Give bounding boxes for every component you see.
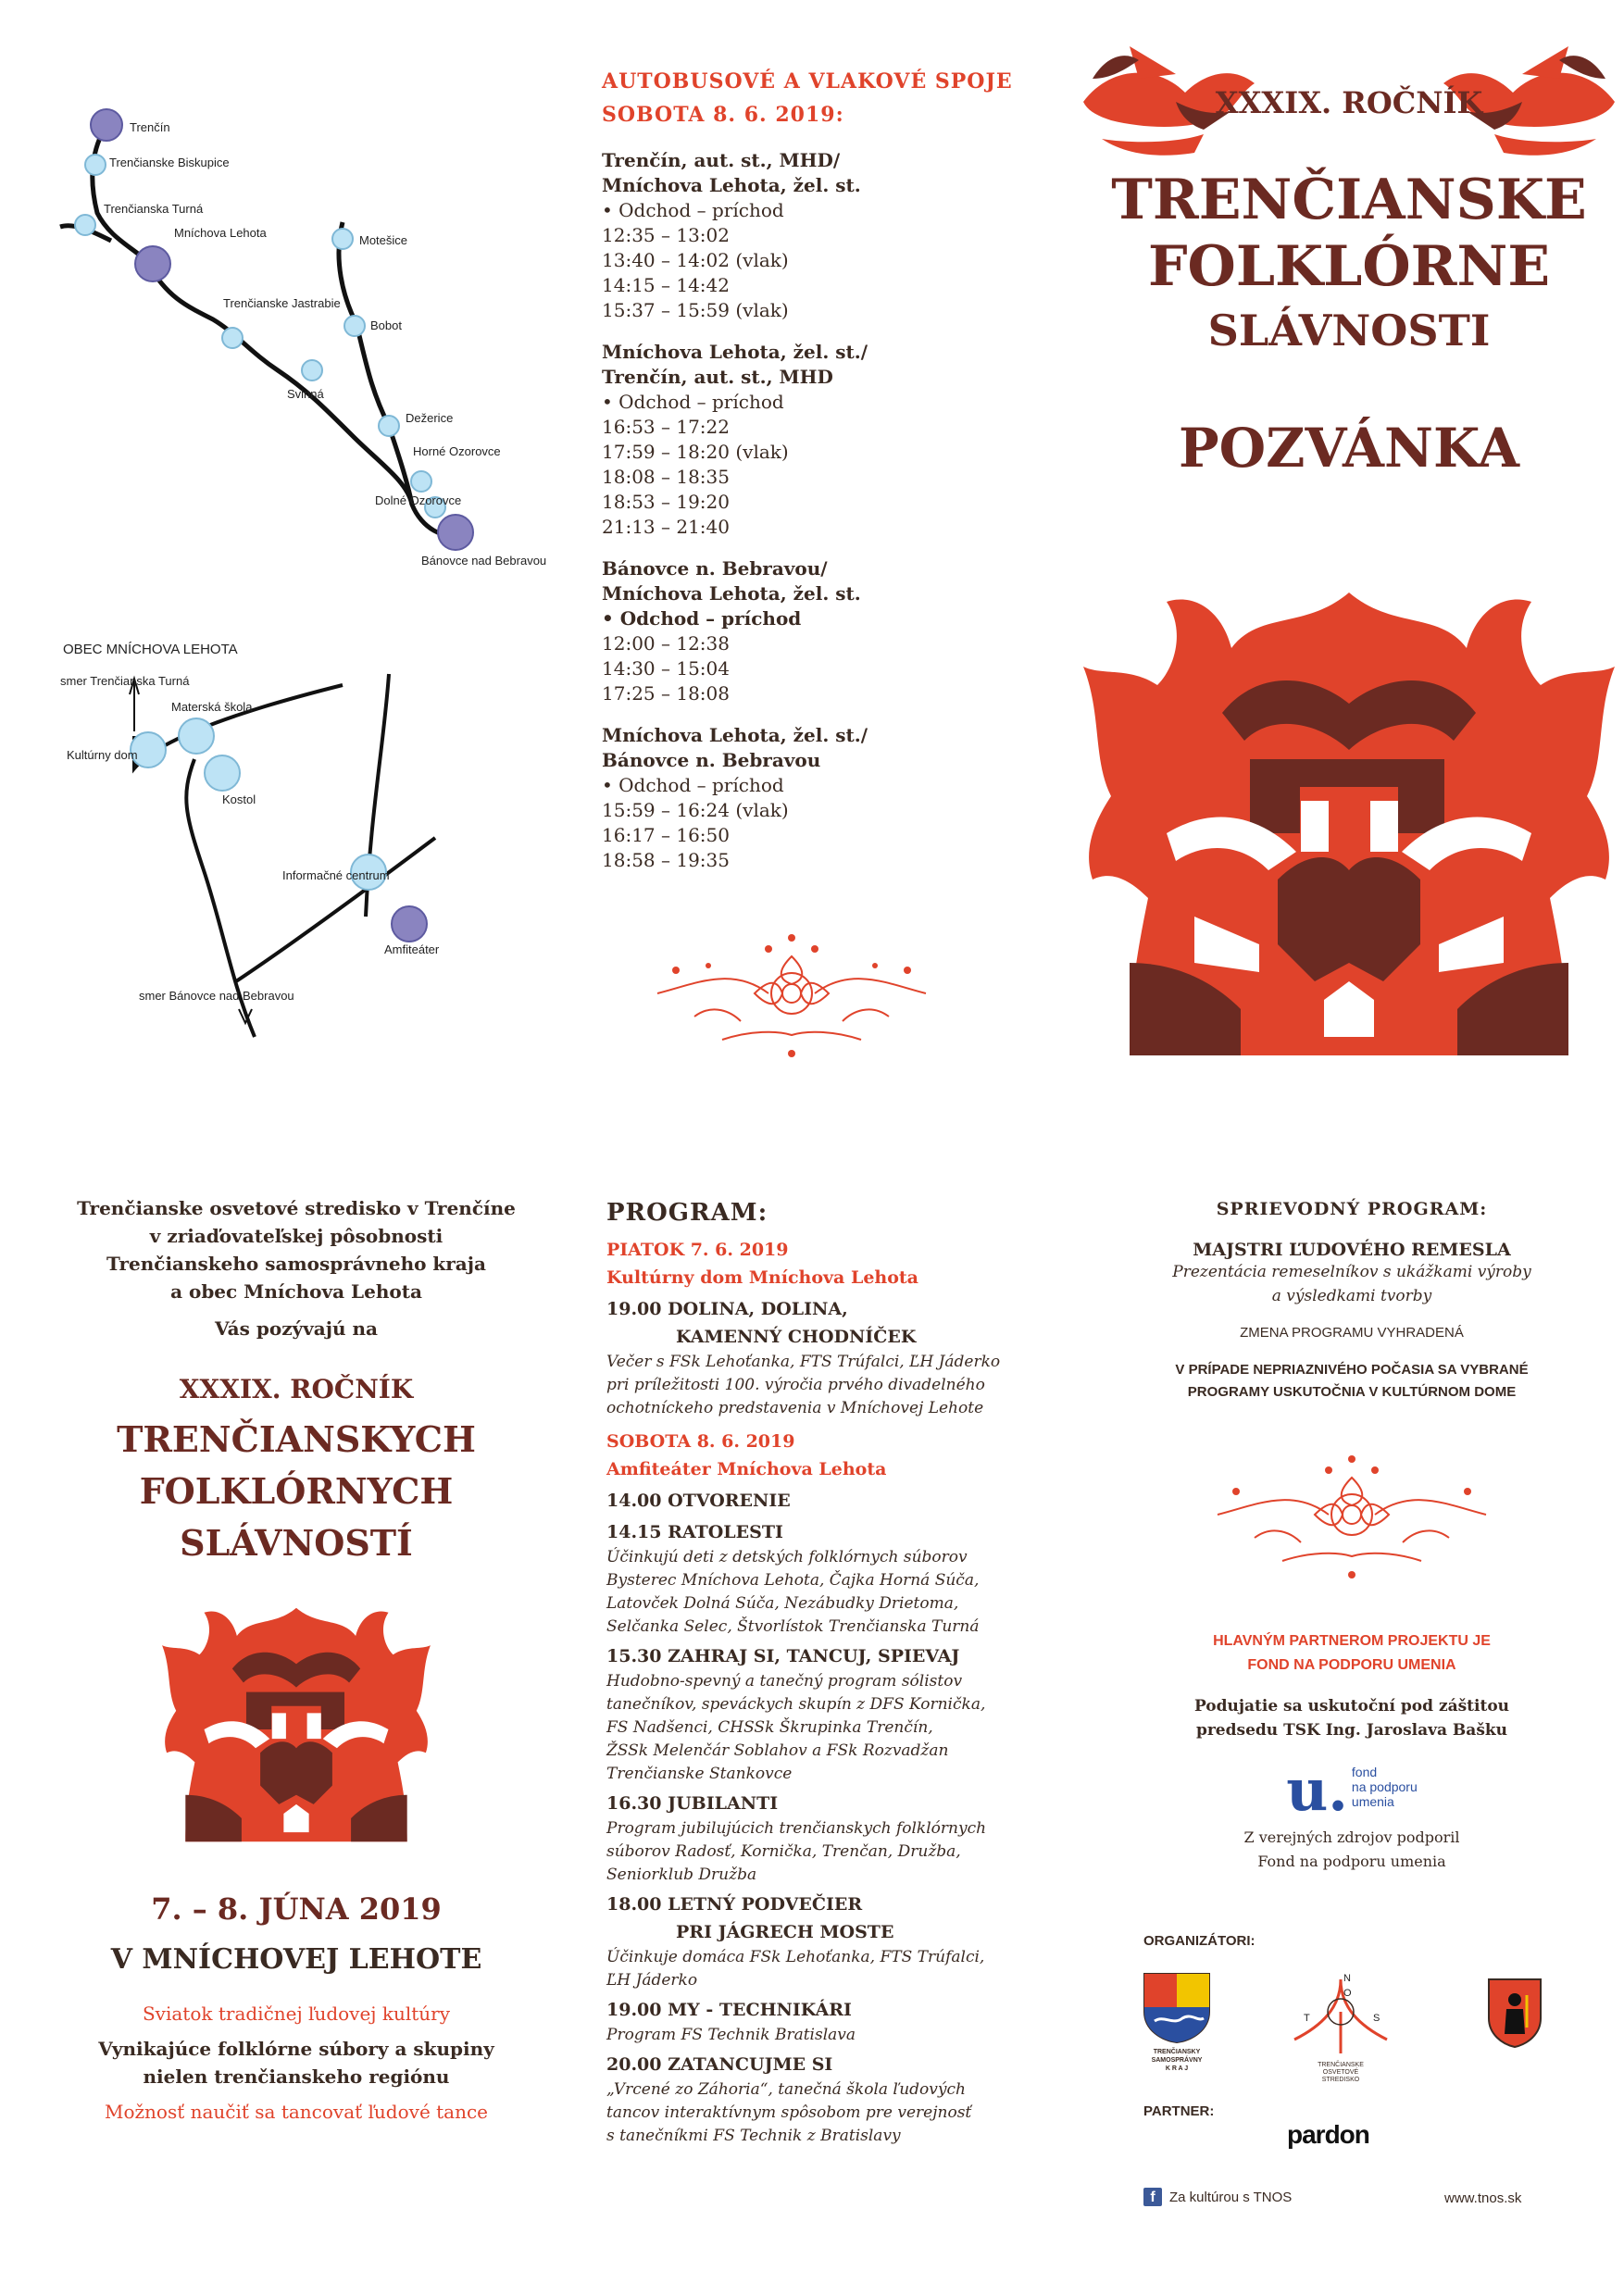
tsk-crest-icon [1141,1970,1213,2044]
program-item-desc: s tanečníkmi FS Technik z Bratislavy [606,2127,901,2145]
cover-title-line: FOLKLÓRNE [1147,234,1551,299]
side-panel [1111,1199,1593,1874]
program-item-desc: ĽH Jáderko [606,1971,698,1990]
saturday-items [606,1487,1042,2148]
program-item-title: 14.00 OTVORENIE [606,1491,791,1511]
patron-line: predsedu TSK Ing. Jaroslava Bašku [1195,1721,1508,1740]
program-item [606,1996,1042,2047]
schedule-header: • Odchod – príchod [602,199,784,221]
cover-title-line: SLÁVNOSTI [1207,306,1491,356]
saturday-venue: Amfiteáter Mníchova Lehota [606,1459,887,1479]
village-crest-icon [1486,1977,1543,2049]
stop-label: Trenčianske Jastrabie [223,296,341,310]
stop-label: Mníchova Lehota [174,226,267,240]
friday-date: PIATOK 7. 6. 2019 [606,1240,789,1260]
tsk-logo-line: K R A J [1165,2065,1189,2072]
program-item [606,2051,1042,2148]
departure-time: 14:15 – 14:42 [602,274,730,296]
facebook-icon: f [1143,2188,1162,2206]
intro-title-line: SLÁVNOSTÍ [180,1522,413,1564]
intro-desc-line: nielen trenčianskeho regiónu [143,2065,450,2088]
intro-panel [37,1194,556,2126]
route-line: Trenčín, aut. st., MHD [602,366,833,388]
fpu-logo [1111,1756,1593,1824]
fpu-logo-line: umenia [1351,1794,1394,1809]
program-item-desc: Účinkujú deti z detských folklórnych súborov [606,1548,968,1566]
crafts-title: MAJSTRI ĽUDOVÉHO REMESLA [1193,1240,1511,1260]
program-heading: PROGRAM: [606,1199,768,1227]
program-item-desc: ochotníckeho predstavenia v Mníchovej Lehote [606,1399,984,1417]
program-item-title: 20.00 ZATANCUJME SI [606,2054,833,2075]
route-line: Mníchova Lehota, žel. st. [602,174,861,196]
fpu-support: Z verejných zdrojov podporil [1243,1828,1460,1846]
org-line: a obec Mníchova Lehota [170,1280,422,1303]
stop-label: Horné Ozorovce [413,444,501,458]
tnos-letter: O [1343,1988,1352,1999]
village-label: Kultúrny dom [67,748,138,762]
intro-title-line: FOLKLÓRNYCH [139,1470,454,1512]
program-item-desc: Latovček Dolná Súča, Nezábudky Drietoma, [606,1594,959,1613]
intro-edition: XXXIX. ROČNÍK [179,1374,414,1404]
program-panel [606,1199,1042,2148]
departure-time: 18:53 – 19:20 [602,491,730,513]
program-item [606,1890,1042,1992]
tnos-logo-text [1285,2062,1396,2084]
tnos-letter: N [1343,1973,1351,1984]
folk-motif-large [1074,574,1624,1074]
program-item-title: 14.15 RATOLESTI [606,1522,783,1542]
tnos-logo-line: OSVETOVÉ [1322,2069,1359,2076]
accomp-heading: SPRIEVODNÝ PROGRAM: [1216,1199,1488,1219]
program-item-desc: pri príležitosti 100. výročia prvého divadelného [606,1376,985,1394]
tnos-logo [1285,1970,1396,2081]
weather-note: PROGRAMY USKUTOČNIA V KULTÚRNOM DOME [1187,1384,1517,1400]
village-label: Materská škola [171,700,253,714]
departure-time: 16:17 – 16:50 [602,824,730,846]
cover-edition: XXXIX. ROČNÍK [1215,85,1483,120]
village-label: Amfiteáter [384,942,440,956]
village-label: Informačné centrum [282,868,390,882]
program-item-desc: Trenčianske Stankovce [606,1765,793,1783]
program-item [606,1790,1042,1887]
schedule-group [602,723,1065,873]
crafts-desc: Prezentácia remeselníkov s ukážkami výroby [1172,1263,1531,1281]
departure-time: 12:00 – 12:38 [602,632,730,655]
partner-main: FOND NA PODPORU UMENIA [1247,1657,1456,1673]
program-item-title: 19.00 DOLINA, DOLINA, [606,1299,848,1319]
schedule-group [602,556,1065,706]
partner-label: PARTNER: [1143,2103,1215,2119]
village-crest [1486,1977,1543,2053]
intro-dance: Možnosť naučiť sa tancovať ľudové tance [104,2101,489,2123]
fpu-logo-text [1352,1765,1418,1809]
stop-label: Trenčín [130,120,170,134]
route-line: Trenčín, aut. st., MHD/ [602,149,841,171]
schedule-group [602,148,1065,323]
ornament-small [639,929,944,1067]
tsk-logo-text [1141,2048,1213,2073]
departure-time: 17:25 – 18:08 [602,682,730,705]
invite-line: Vás pozývajú na [215,1317,378,1340]
stop-label: Dolné Ozorovce [375,493,462,507]
folk-motif-small [157,1586,435,1864]
web-link[interactable]: www.tnos.sk [1444,2190,1522,2206]
program-item [606,1487,1042,1515]
program-item [606,1295,1042,1420]
route-map [0,0,556,1148]
schedule-header: • Odchod – príchod [602,391,784,413]
intro-title-line: TRENČIANSKYCH [117,1418,476,1460]
stop-label: Trenčianska Turná [104,202,204,216]
program-item-desc: Večer s FSk Lehoťanka, FTS Trúfalci, ĽH Jáderko [606,1353,1001,1371]
stop-label: Trenčianske Biskupice [109,156,230,169]
program-item-title: 16.30 JUBILANTI [606,1793,779,1814]
cover-invite: POZVÁNKA [1178,417,1520,480]
map-panel [0,0,556,1148]
program-item-desc: Seniorklub Družba [606,1866,757,1884]
program-item-desc: tancov interaktívnym spôsobom pre verejnosť [606,2103,972,2122]
program-item-desc: tanečníkov, speváckych skupín z DFS Kornička, [606,1695,986,1714]
departure-time: 13:40 – 14:02 (vlak) [602,249,789,271]
program-item-title: 15.30 ZAHRAJ SI, TANCUJ, SPIEVAJ [606,1646,960,1666]
route-line: Bánovce n. Bebravou [602,749,821,771]
crafts-desc: a výsledkami tvorby [1271,1287,1432,1305]
departure-time: 18:08 – 18:35 [602,466,730,488]
program-item-desc: Program FS Technik Bratislava [606,2026,856,2044]
tnos-logo-icon [1285,1970,1396,2058]
program-item-desc: Program jubilujúcich trenčianskych folklórnych [606,1819,987,1838]
facebook-text: Za kultúrou s TNOS [1169,2189,1293,2205]
organizers-label: ORGANIZÁTORI: [1143,1933,1255,1949]
intro-place: V MNÍCHOVEJ LEHOTE [110,1943,482,1976]
schedule-header: • Odchod – príchod [602,607,802,630]
village-label: smer Trenčianska Turná [60,674,190,688]
intro-tagline: Sviatok tradičnej ľudovej kultúry [142,2003,451,2025]
program-item-desc: Selčanka Selec, Štvorlístok Trenčianska Turná [606,1617,980,1636]
program-item-desc: ŽSSk Melenčár Soblahov a FSk Rozvadžan [606,1741,949,1760]
program-item-desc: „Vrcené zo Záhoria“, tanečná škola ľudových [606,2080,966,2099]
stop-label: Dežerice [406,411,454,425]
program-item-desc: FS Nadšenci, CHSSk Škrupinka Trenčín, [606,1718,933,1737]
org-line: Trenčianske osvetové stredisko v Trenčíne [77,1197,516,1219]
program-item-title: KAMENNÝ CHODNÍČEK [676,1327,917,1347]
schedule-date: SOBOTA 8. 6. 2019: [602,103,844,127]
cover-title [1074,167,1624,361]
org-line: v zriaďovateľskej pôsobnosti [149,1225,443,1247]
program-item-title: 18.00 LETNÝ PODVEČIER [606,1894,863,1915]
schedule-group [602,340,1065,540]
departure-time: 14:30 – 15:04 [602,657,730,680]
departure-time: 15:37 – 15:59 (vlak) [602,299,789,321]
program-item-desc: Hudobno-spevný a tanečný program sólistov [606,1672,963,1691]
program-item [606,1518,1042,1639]
tsk-logo-line: TRENČIANSKY [1153,2049,1201,2055]
tnos-letter: S [1373,2013,1380,2024]
cover-title-line: TRENČIANSKE [1111,168,1587,232]
cover-panel [1074,0,1624,1148]
tsk-logo [1141,1970,1213,2072]
program-item-desc: Účinkuje domáca FSk Lehoťanka, FTS Trúfalci, [606,1948,985,1966]
org-line: Trenčianskeho samosprávneho kraja [106,1253,486,1275]
program-item-title: PRI JÁGRECH MOSTE [676,1922,894,1942]
fpu-support: Fond na podporu umenia [1257,1853,1446,1870]
schedule-panel [602,65,1065,1071]
departure-time: 17:59 – 18:20 (vlak) [602,441,789,463]
village-label: Kostol [222,792,256,806]
schedule-groups [602,148,1065,873]
friday-venue: Kultúrny dom Mníchova Lehota [606,1267,918,1288]
fpu-logo-mark: u. [1286,1756,1348,1824]
route-line: Bánovce n. Bebravou/ [602,557,828,580]
friday-items [606,1295,1042,1420]
stop-label: Bánovce nad Bebravou [421,554,547,568]
schedule-heading: AUTOBUSOVÉ A VLAKOVÉ SPOJE [602,69,1013,94]
program-item-desc: Bysterec Mníchova Lehota, Čajka Horná Súča, [606,1571,980,1590]
program-item [606,1642,1042,1786]
tnos-logo-line: TRENČIANSKE [1318,2062,1364,2068]
route-line: Mníchova Lehota, žel. st./ [602,724,868,746]
change-note: ZMENA PROGRAMU VYHRADENÁ [1240,1325,1464,1341]
ornament-side [1199,1450,1505,1589]
fpu-logo-line: fond [1351,1765,1378,1779]
partner-main: HLAVNÝM PARTNEROM PROJEKTU JE [1213,1633,1491,1649]
stop-label: Motešice [359,233,408,247]
intro-desc-line: Vynikajúce folklórne súbory a skupiny [98,2038,494,2060]
departure-time: 12:35 – 13:02 [602,224,730,246]
program-item-desc: súborov Radosť, Kornička, Trenčan, Družba, [606,1842,961,1861]
stop-label: Svinná [287,387,324,401]
tnos-letter: T [1304,2013,1310,2024]
facebook-link[interactable] [1143,2188,1292,2206]
route-line: Mníchova Lehota, žel. st. [602,582,861,605]
saturday-date: SOBOTA 8. 6. 2019 [606,1431,795,1452]
patron-line: Podujatie sa uskutoční pod záštitou [1193,1697,1510,1716]
village-map-title: OBEC MNÍCHOVA LEHOTA [63,642,238,657]
fpu-logo-line: na podporu [1351,1779,1418,1794]
pardon-logo: pardon [1287,2120,1369,2149]
departure-time: 18:58 – 19:35 [602,849,730,871]
schedule-header: • Odchod – príchod [602,774,784,796]
weather-note: V PRÍPADE NEPRIAZNIVÉHO POČASIA SA VYBRANÉ [1175,1362,1529,1378]
departure-time: 15:59 – 16:24 (vlak) [602,799,789,821]
stop-label: Bobot [370,318,402,332]
intro-dates: 7. – 8. JÚNA 2019 [151,1891,442,1927]
departure-time: 16:53 – 17:22 [602,416,730,438]
route-line: Mníchova Lehota, žel. st./ [602,341,868,363]
tsk-logo-line: SAMOSPRÁVNY [1151,2057,1203,2064]
tnos-logo-line: STREDISKO [1321,2077,1360,2083]
program-item-title: 19.00 MY - TECHNIKÁRI [606,2000,852,2020]
village-label: smer Bánovce nad Bebravou [139,989,294,1003]
departure-time: 21:13 – 21:40 [602,516,730,538]
